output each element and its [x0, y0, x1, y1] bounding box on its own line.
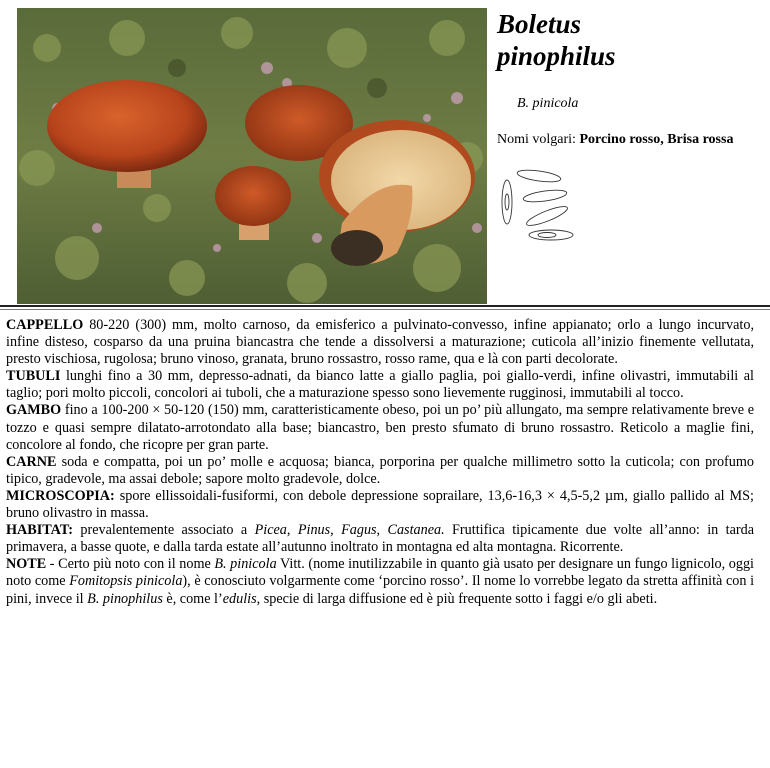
note-i4: edulis — [222, 590, 257, 607]
mushroom-photo — [17, 8, 487, 304]
heading-microscopia: MICROSCOPIA: — [6, 487, 115, 504]
section-gambo — [6, 402, 754, 453]
common-names-value: Porcino rosso, Brisa rossa — [579, 132, 734, 147]
synonym: B. pinicola — [517, 96, 579, 111]
text-habitat-b: Fruttifica tipicamente due volte all’anno: in tarda primavera, a basse quote, e dalla tarda estate all’autunno inoltrato in montagna ed alta montagna. Ricorrente. — [6, 522, 755, 556]
section-tubuli — [6, 368, 754, 402]
text-habitat-a: prevalentemente associato a — [73, 522, 255, 539]
habitat-genera: Picea, Pinus, Fagus, Castanea. — [254, 522, 445, 539]
section-note — [6, 556, 754, 607]
description — [6, 317, 754, 608]
note-i2: Fomitopsis pinicola — [69, 573, 183, 590]
title-species: pinophilus — [497, 41, 616, 71]
text-microscopia: spore ellissoidali-fusiformi, con debole depressione soprailare, 13,6-16,3 × 4,5-5,2 µm, giallo pallido al MS; bruno olivastro in massa. — [6, 487, 754, 522]
note-i3: B. pinophilus — [87, 590, 163, 607]
note-t4: è, come l’ — [162, 590, 223, 607]
divider-thick — [0, 305, 770, 307]
divider-thin — [0, 309, 770, 310]
note-t1: - Certo più noto con il nome — [46, 556, 215, 573]
title-genus: Boletus — [497, 9, 582, 39]
heading-habitat: HABITAT: — [6, 522, 73, 539]
common-names-label: Nomi volgari: — [497, 132, 580, 147]
common-names — [497, 131, 767, 148]
note-t5: , specie di larga diffusione ed è più frequente sotto i faggi e/o gli abeti. — [256, 590, 658, 607]
note-t2: Vitt. (nome inutilizzabile in quanto già usato per designare un fungo lignicolo, oggi noto come — [6, 556, 754, 590]
heading-note: NOTE — [6, 556, 47, 573]
heading-tubuli: TUBULI — [6, 368, 61, 385]
spore-drawing — [499, 166, 579, 244]
section-cappello — [6, 317, 754, 368]
section-microscopia — [6, 488, 754, 522]
note-i1: B. pinicola — [214, 556, 277, 573]
text-tubuli: lunghi fino a 30 mm, depresso-adnati, da bianco latte a giallo paglia, poi giallo-verdi, infine olivastri, immutabili al taglio; pori molto piccoli, concolori ai tuboli, che a maturazione spesso sono lievemente rugginosi, immutabili al tocco. — [6, 368, 754, 402]
section-carne — [6, 454, 754, 488]
note-t3: ), è conosciuto volgarmente come ‘porcino rosso’. Il nome lo vorrebbe legato da stretta affinità con i pini, invece il — [6, 573, 755, 607]
text-gambo: fino a 100-200 × 50-120 (150) mm, caratteristicamente obeso, poi un po’ più allungato, ma sempre relativamente breve e tozzo e quasi sempre dilatato-arrotondato alla base; biancastro, ben presto sfumato di bruno rossastro. Reticolo a maglie fini, concolore al fondo, che ricopre per gran parte. — [6, 402, 754, 453]
text-carne: soda e compatta, poi un po’ molle e acquosa; bianca, porporina per qualche millimetro sotto la cuticola; con profumo tipico, gradevole, ma assai debole; sapore molto gradevole, dolce. — [6, 453, 754, 487]
section-habitat — [6, 522, 754, 556]
heading-cappello: CAPPELLO — [6, 317, 84, 333]
heading-gambo: GAMBO — [6, 402, 62, 419]
species-title — [497, 8, 757, 72]
heading-carne: CARNE — [6, 453, 57, 470]
text-cappello: 80-220 (300) mm, molto carnoso, da emisferico a pulvinato-convesso, infine appianato; orlo a lungo incurvato, infine disteso, cosparso da una pruina biancastra che tende a dissolversi a maturazione; cuticola all’inizio finemente vellutata, presto vischiosa, rugolosa; bruno vinoso, granata, bruno rossastro, rosso rame, qua e là con parti decolorate. — [6, 317, 754, 368]
